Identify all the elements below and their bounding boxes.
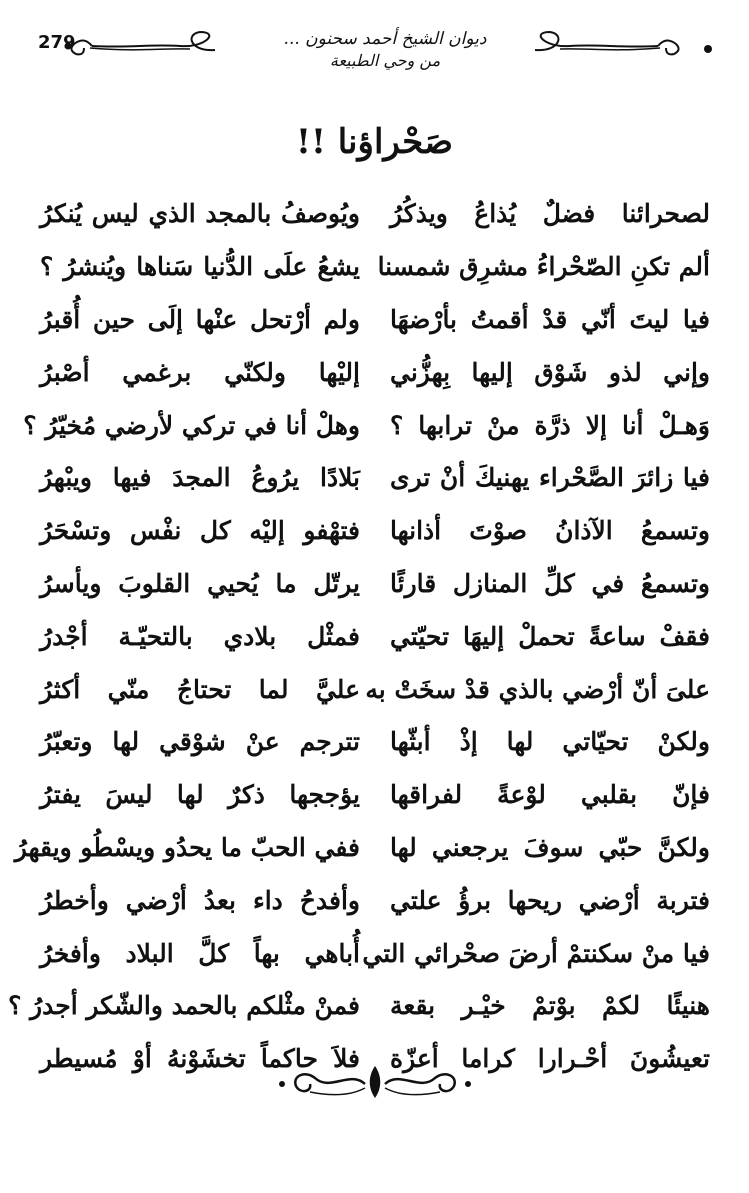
verse-second-hemistich: فتهْفو إليْه كل نفْس وتسْحَرُ — [40, 516, 360, 546]
poem-title: صَحْراؤنا !! — [296, 122, 453, 162]
verse-first-hemistich: فيا زائرَ الصَّحْراء يهنيكَ أنْ ترى — [390, 463, 710, 493]
verse-first-hemistich: تعيشُونَ أحْـرارا كراما أعزّة — [390, 1044, 710, 1074]
verse-first-hemistich: ألم تكنِ الصّحْراءُ مشرِق شمسنا — [377, 252, 710, 282]
verse-second-hemistich: يشعُ علَى الدُّنيا سَناها ويُنشرُ ؟ — [40, 252, 360, 282]
verse-second-hemistich: ولم أرْتحل عنْها إلَى حين أُقبرُ — [40, 304, 360, 334]
verse-row — [40, 874, 710, 927]
verse-row — [40, 452, 710, 505]
verse-row — [40, 505, 710, 558]
verse-first-hemistich: علىَ أنّ أرْضي بالذي قدْ سخَتْ به — [365, 674, 710, 704]
verse-first-hemistich: وَهـلْ أنا إلا ذرَّة منْ ترابها ؟ — [390, 410, 710, 440]
footer-ornament-icon — [270, 1062, 480, 1102]
verse-row — [40, 294, 710, 347]
verse-second-hemistich: يؤججها ذكرٌ لها ليسَ يفترُ — [40, 780, 360, 810]
poem-verses — [8, 188, 710, 1086]
verse-first-hemistich: هنيئًا لكمْ بوْتمْ خيْـر بقعة — [390, 991, 710, 1021]
verse-first-hemistich: وإني لذو شَوْق إليها بِهزُّني — [390, 357, 710, 387]
verse-row — [40, 610, 710, 663]
verse-second-hemistich: فمثْل بلادي بالتحيّـة أجْدرُ — [40, 621, 360, 651]
verse-row — [40, 716, 710, 769]
verse-row — [40, 188, 710, 241]
verse-first-hemistich: فإنّ بقلبي لوْعةً لفراقها — [390, 780, 710, 810]
verse-first-hemistich: فقفْ ساعةً تحملْ إليهَا تحيّتي — [390, 621, 710, 651]
running-head — [220, 28, 550, 72]
verse-second-hemistich: فمنْ مثْلكم بالحمد والشّكر أجدرُ ؟ — [8, 991, 360, 1021]
verse-first-hemistich: فيا ليتَ أنّي قدْ أقمتُ بأرْضهَا — [390, 304, 710, 334]
verse-second-hemistich: ففي الحبّ ما يحدُو ويسْطُو ويقهرُ — [14, 832, 360, 862]
verse-second-hemistich: ويُوصفُ بالمجد الذي ليس يُنكرُ — [40, 199, 360, 229]
verse-row — [8, 980, 710, 1033]
verse-first-hemistich: لصحرائنا فضلٌ يُذاعُ ويذكُرُ — [390, 199, 710, 229]
running-head-line1: ديوان الشيخ أحمد سحنون ... — [283, 29, 487, 49]
verse-first-hemistich: فتربة أرْضي ريحها برؤُ علتي — [390, 885, 710, 915]
verse-second-hemistich: بَلادًا يرُوعُ المجدَ فيها ويبْهرُ — [40, 463, 360, 493]
verse-second-hemistich: يرتّل ما يُحيي القلوبَ ويأسرُ — [40, 568, 360, 598]
verse-second-hemistich: تترجم عنْ شوْقي لها وتعبّرُ — [40, 727, 360, 757]
verse-first-hemistich: ولكنْ تحيّاتي لها إذْ أبثّها — [390, 727, 710, 757]
running-head-line2: من وحي الطبيعة — [329, 51, 441, 70]
page-number: 279 — [38, 32, 76, 53]
verse-first-hemistich: ولكنَّ حبّي سوفَ يرجعني لها — [390, 832, 710, 862]
verse-second-hemistich: إليْها ولكنّي برغمي أصْبرُ — [40, 357, 360, 387]
verse-row — [40, 558, 710, 611]
verse-second-hemistich: وهلْ أنا في تركي لأرضي مُخيّرُ ؟ — [23, 410, 360, 440]
verse-first-hemistich: وتسمعُ في كلِّ المنازل قارئًا — [390, 568, 710, 598]
verse-row — [40, 346, 710, 399]
verse-row — [40, 663, 710, 716]
verse-row — [14, 822, 710, 875]
verse-row — [40, 927, 710, 980]
verse-second-hemistich: عليَّ لما تحتاجُ منّي أكثرُ — [40, 674, 360, 704]
verse-first-hemistich: فيا منْ سكنتمْ أرضَ صحْرائي التي — [362, 938, 710, 968]
verse-second-hemistich: أُباهي بهاً كلَّ البلاد وأفخرُ — [40, 938, 360, 968]
verse-row — [40, 241, 710, 294]
verse-first-hemistich: وتسمعُ الآذانُ صوْتَ أذانها — [390, 516, 710, 546]
verse-second-hemistich: وأفدحُ داء بعدُ أرْضي وأخطرُ — [40, 885, 360, 915]
verse-second-hemistich: فلاَ حاكماً تخشَوْنهُ أوْ مُسيطر — [40, 1044, 360, 1074]
page-header — [30, 22, 720, 72]
verse-row — [23, 399, 710, 452]
verse-row — [40, 769, 710, 822]
